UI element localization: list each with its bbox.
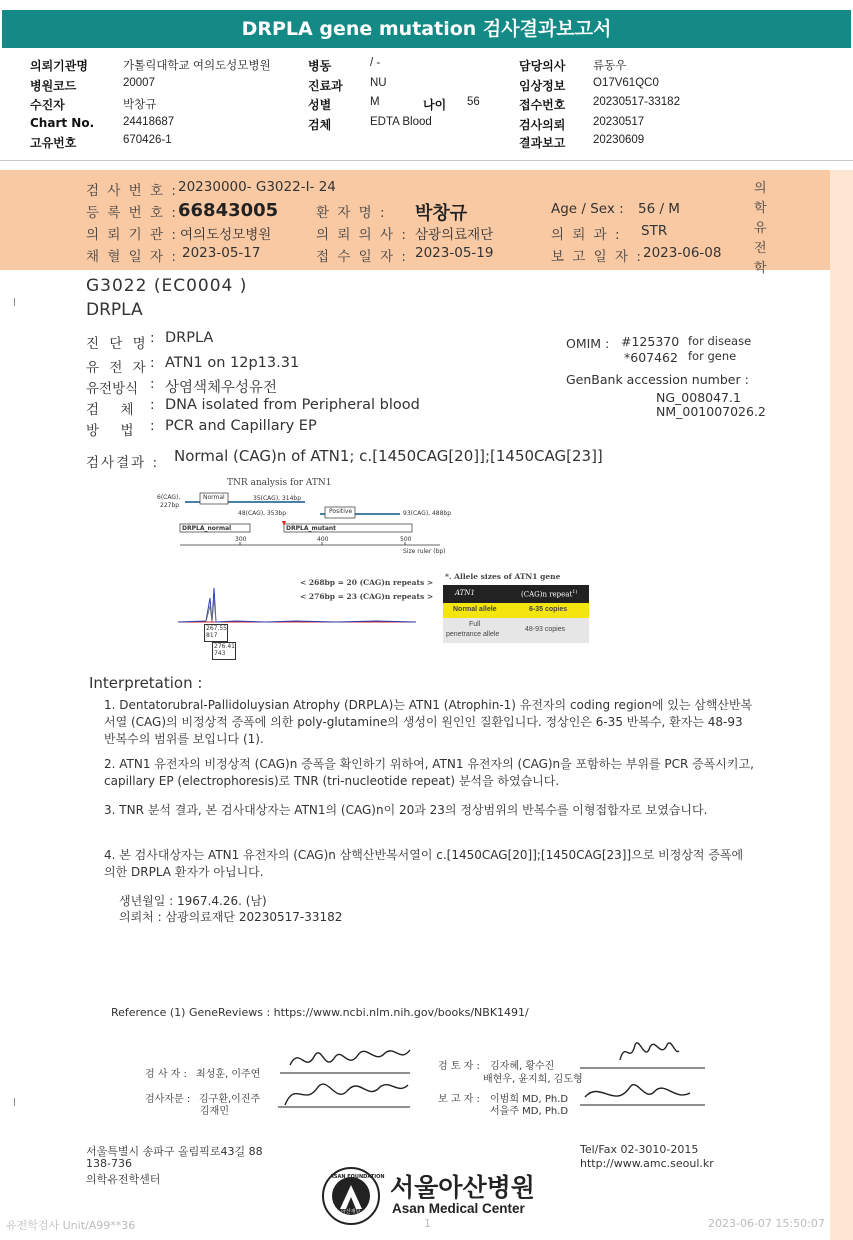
hdr-value: / - — [370, 57, 381, 69]
field-colon: : — [150, 355, 155, 371]
bar-label: DRPLA_mutant — [286, 525, 337, 532]
inst-label: 의 뢰 기 관 : — [86, 227, 178, 243]
advisor-label: 검사자문 : — [145, 1094, 191, 1105]
logo-english: Asan Medical Center — [392, 1201, 525, 1216]
result-label: 검사결과 : — [86, 455, 160, 471]
fig-label: 48(CAG), 353bp — [238, 510, 287, 517]
hdr-value: 가톨릭대학교 여의도성모병원 — [123, 60, 271, 72]
advisor-names: 김재민 — [200, 1106, 229, 1117]
orange-side-strip — [830, 170, 853, 1240]
genbank-id: NG_008047.1 — [656, 390, 741, 405]
tester-signature — [270, 1035, 420, 1115]
margin-tick — [14, 298, 15, 306]
field-colon: : — [150, 397, 155, 413]
patient-label: 환 자 명 : — [316, 205, 387, 221]
figure-title: TNR analysis for ATN1 — [227, 478, 332, 488]
seal-text: ASAN FOUNDATION — [330, 1174, 385, 1180]
side-char: 의 — [754, 181, 767, 196]
reg-no-label: 등 록 번 호 : — [86, 205, 178, 221]
allele-cell: 6-35 copies — [529, 606, 568, 613]
hdr-label: 검사의뢰 — [519, 118, 566, 132]
reporter-label: 보 고 자 : — [438, 1094, 480, 1105]
hdr-value: 박창규 — [123, 99, 157, 111]
patient-value: 박창규 — [415, 203, 468, 224]
hdr-value: 20007 — [123, 77, 155, 89]
result-value: Normal (CAG)n of ATN1; c.[1450CAG[20]];[1450CAG[23]] — [174, 447, 603, 465]
ruler-tick-label: 500 — [400, 536, 412, 543]
exam-no-value: 20230000- G3022-I- 24 — [178, 179, 336, 195]
hdr-label: 고유번호 — [30, 136, 77, 150]
fig-label: 35(CAG), 314bp — [253, 495, 302, 502]
hdr-label: 진료과 — [308, 79, 343, 93]
normal-box-label: Normal — [203, 494, 225, 501]
tester-label: 검 사 자 : — [145, 1069, 187, 1080]
hdr-value: 류동우 — [593, 60, 627, 72]
hdr-value: NU — [370, 77, 387, 89]
positive-box-label: Positive — [329, 508, 353, 515]
age-label: 나이 — [423, 98, 447, 112]
field-colon: : — [150, 376, 155, 392]
interpretation-heading: Interpretation : — [89, 674, 203, 692]
hdr-label: 병동 — [308, 59, 332, 73]
allele-header: ATN1 — [455, 589, 475, 597]
genbank-id: NM_001007026.2 — [656, 404, 766, 419]
allele-cell: 48-93 copies — [525, 626, 566, 633]
reporter-names: 이범희 MD, Ph.D — [490, 1094, 569, 1105]
hdr-value: EDTA Blood — [370, 116, 432, 128]
hdr-label: 임상정보 — [519, 79, 566, 93]
fig-label: 227bp — [160, 502, 180, 509]
field-value: DNA isolated from Peripheral blood — [165, 397, 420, 413]
peak-label-box — [204, 624, 228, 642]
collect-label: 채 혈 일 자 : — [86, 249, 178, 265]
field-label: 유 전 자 — [86, 360, 149, 376]
inst-value: 여의도성모병원 — [180, 227, 272, 243]
hdr-value: 20230517-33182 — [593, 96, 680, 108]
hdr-label: 수진자 — [30, 98, 65, 112]
side-char: 학 — [754, 201, 767, 216]
report-title: DRPLA gene mutation 검사결과보고서 — [2, 10, 851, 48]
report-date-label: 보 고 일 자 : — [551, 249, 643, 265]
unit-id: 유전학검사 Unit/A99**36 — [6, 1219, 136, 1232]
margin-tick — [14, 1098, 15, 1106]
allele-header-sup: 1) — [572, 589, 578, 595]
tester-names: 최성훈, 이주연 — [196, 1069, 261, 1080]
agesex-value: 56 / M — [638, 201, 680, 217]
dept-value: STR — [641, 223, 668, 239]
ruler-tick-label: 300 — [235, 536, 247, 543]
hdr-value: 20230517 — [593, 116, 645, 128]
field-value: PCR and Capillary EP — [165, 418, 317, 434]
age-value: 56 — [467, 96, 480, 108]
field-label: 유전방식 — [86, 381, 139, 397]
field-colon: : — [150, 330, 155, 346]
advisor-names: 김구환,이진주 — [199, 1094, 261, 1105]
print-timestamp: 2023-06-07 15:50:07 — [708, 1217, 825, 1230]
field-label: 방 법 — [86, 423, 134, 439]
hdr-label: 성별 — [308, 98, 332, 112]
omim-note: for gene — [688, 349, 737, 363]
fig-label: 93(CAG), 488bp — [403, 510, 452, 517]
doctor-value: 삼광의료재단 — [415, 227, 494, 243]
allele-table-title: *. Allele sizes of ATN1 gene — [445, 572, 561, 581]
signature-stroke — [285, 1084, 408, 1105]
reviewer-label: 검 토 자 : — [438, 1061, 480, 1072]
hdr-value: 670426-1 — [123, 134, 172, 146]
allele-table — [443, 585, 589, 643]
hdr-label: 담당의사 — [519, 59, 566, 73]
header-divider — [0, 160, 853, 161]
report-date-value: 2023-06-08 — [643, 245, 722, 261]
peak-label-box — [212, 642, 236, 660]
hdr-label: 검체 — [308, 118, 332, 132]
page-number: 1 — [424, 1217, 431, 1230]
test-code: G3022 (EC0004 ) — [86, 276, 248, 296]
ruler-tick-label: 400 — [317, 536, 329, 543]
reference: Reference (1) GeneReviews : https://www.ncbi.nlm.nih.gov/books/NBK1491/ — [111, 1006, 529, 1019]
genbank-label: GenBank accession number : — [566, 372, 749, 387]
receipt-label: 접 수 일 자 : — [316, 249, 408, 265]
hdr-value: 20230609 — [593, 134, 645, 146]
allele-header — [521, 589, 577, 598]
field-value: DRPLA — [165, 330, 214, 346]
collect-value: 2023-05-17 — [182, 245, 261, 261]
address-line: 서울특별시 송파구 올림픽로43길 88 — [86, 1145, 263, 1158]
hdr-label: 결과보고 — [519, 136, 566, 150]
seal-subtext: 아산재단 — [341, 1209, 361, 1215]
repeat-note: < 276bp = 23 (CAG)n repeats > — [300, 592, 434, 601]
hdr-value: O17V61QC0 — [593, 77, 659, 89]
allele-cell: Normal allele — [453, 606, 497, 613]
peak-value: 267.55 — [206, 625, 227, 632]
logo-korean: 서울아산병원 — [390, 1173, 535, 1202]
interpretation-paragraph: 1. Dentatorubral-Pallidoluysian Atrophy (DRPLA)는 ATN1 (Atrophin-1) 유전자의 coding region에 있는 삼핵산반복서열 (CAG)의 비정상적 증폭에 의한 poly-glutamine의 생성이 원인인 질환입니다. 정상인은 6-35 반복수, 환자는 48-93 반복수의 범위를 보입니다 (1). — [104, 698, 753, 746]
website: http://www.amc.seoul.kr — [580, 1157, 714, 1170]
field-colon: : — [150, 418, 155, 434]
omim-id: #125370 — [621, 334, 680, 349]
field-label: 진 단 명 — [86, 336, 149, 352]
hdr-label: 의뢰기관명 — [30, 59, 88, 73]
doctor-label: 의 뢰 의 사 : — [316, 227, 408, 243]
omim-id: *607462 — [624, 350, 678, 365]
reg-no-value: 66843005 — [178, 200, 279, 221]
hdr-label: 접수번호 — [519, 98, 566, 112]
hdr-label: Chart No. — [30, 116, 95, 130]
field-label: 검 체 — [86, 402, 134, 418]
peak-value: 743 — [214, 650, 226, 657]
hdr-label: 병원코드 — [30, 79, 77, 93]
omim-note: for disease — [688, 334, 752, 348]
reporter-names: 서을주 MD, Ph.D — [490, 1106, 569, 1117]
bar-label: DRPLA_normal — [182, 525, 232, 532]
fig-label: 6(CAG), — [157, 494, 181, 501]
signature-stroke — [620, 1043, 679, 1060]
side-char: 학 — [754, 261, 767, 276]
receipt-value: 2023-05-19 — [415, 245, 494, 261]
tel-fax: Tel/Fax 02-3010-2015 — [580, 1143, 699, 1156]
exam-no-label: 검 사 번 호 : — [86, 183, 178, 199]
peak-value: 276.41 — [214, 643, 235, 650]
signature-stroke — [585, 1085, 690, 1097]
reviewer-names: 배현우, 윤지희, 김도형 — [483, 1074, 583, 1085]
requester-line: 의뢰처 : 삼광의료재단 20230517-33182 — [119, 910, 343, 924]
agesex-label: Age / Sex : — [551, 201, 624, 217]
allele-cell: Full — [469, 621, 481, 628]
reviewer-signature — [575, 1025, 715, 1120]
side-char: 유 — [754, 221, 767, 236]
ruler-label: Size ruler (bp) — [403, 548, 446, 555]
peak-value: 817 — [206, 632, 218, 639]
omim-label: OMIM : — [566, 336, 610, 351]
center-name: 의학유전학센터 — [86, 1173, 161, 1186]
interpretation-paragraph: 2. ATN1 유전자의 비정상적 (CAG)n 증폭을 확인하기 위하여, ATN1 유전자의 (CAG)n을 포함하는 부위를 PCR 증폭시키고, capillary EP (electrophoresis)로 TNR (tri-nucleotide repeat) 분석을 하였습니다. — [104, 757, 754, 788]
hdr-value: 24418687 — [123, 116, 175, 128]
interpretation-paragraph: 4. 본 검사대상자는 ATN1 유전자의 (CAG)n 삼핵산반복서열이 c.[1450CAG[20]];[1450CAG[23]]으로 비정상적 증폭에 의한 DRPLA 환자가 아닙니다. — [104, 848, 744, 879]
field-value: 상염색체우성유전 — [165, 380, 278, 396]
interpretation-paragraph: 3. TNR 분석 결과, 본 검사대상자는 ATN1의 (CAG)n이 20과 23의 정상범위의 반복수를 이형접합자로 보였습니다. — [104, 803, 708, 817]
field-value: ATN1 on 12p13.31 — [165, 355, 300, 371]
side-char: 전 — [754, 241, 767, 256]
postal-code: 138-736 — [86, 1157, 132, 1170]
dept-label: 의 뢰 과 : — [551, 227, 622, 243]
allele-header-text: (CAG)n repeat — [521, 590, 573, 599]
reviewer-names: 김자혜, 황수진 — [490, 1061, 555, 1072]
allele-cell: penetrance allele — [446, 631, 500, 638]
test-name: DRPLA — [86, 300, 143, 320]
dob-line: 생년월일 : 1967.4.26. (남) — [119, 894, 267, 908]
signature-stroke — [290, 1050, 410, 1065]
hdr-value: M — [370, 96, 380, 108]
repeat-note: < 268bp = 20 (CAG)n repeats > — [300, 578, 434, 587]
